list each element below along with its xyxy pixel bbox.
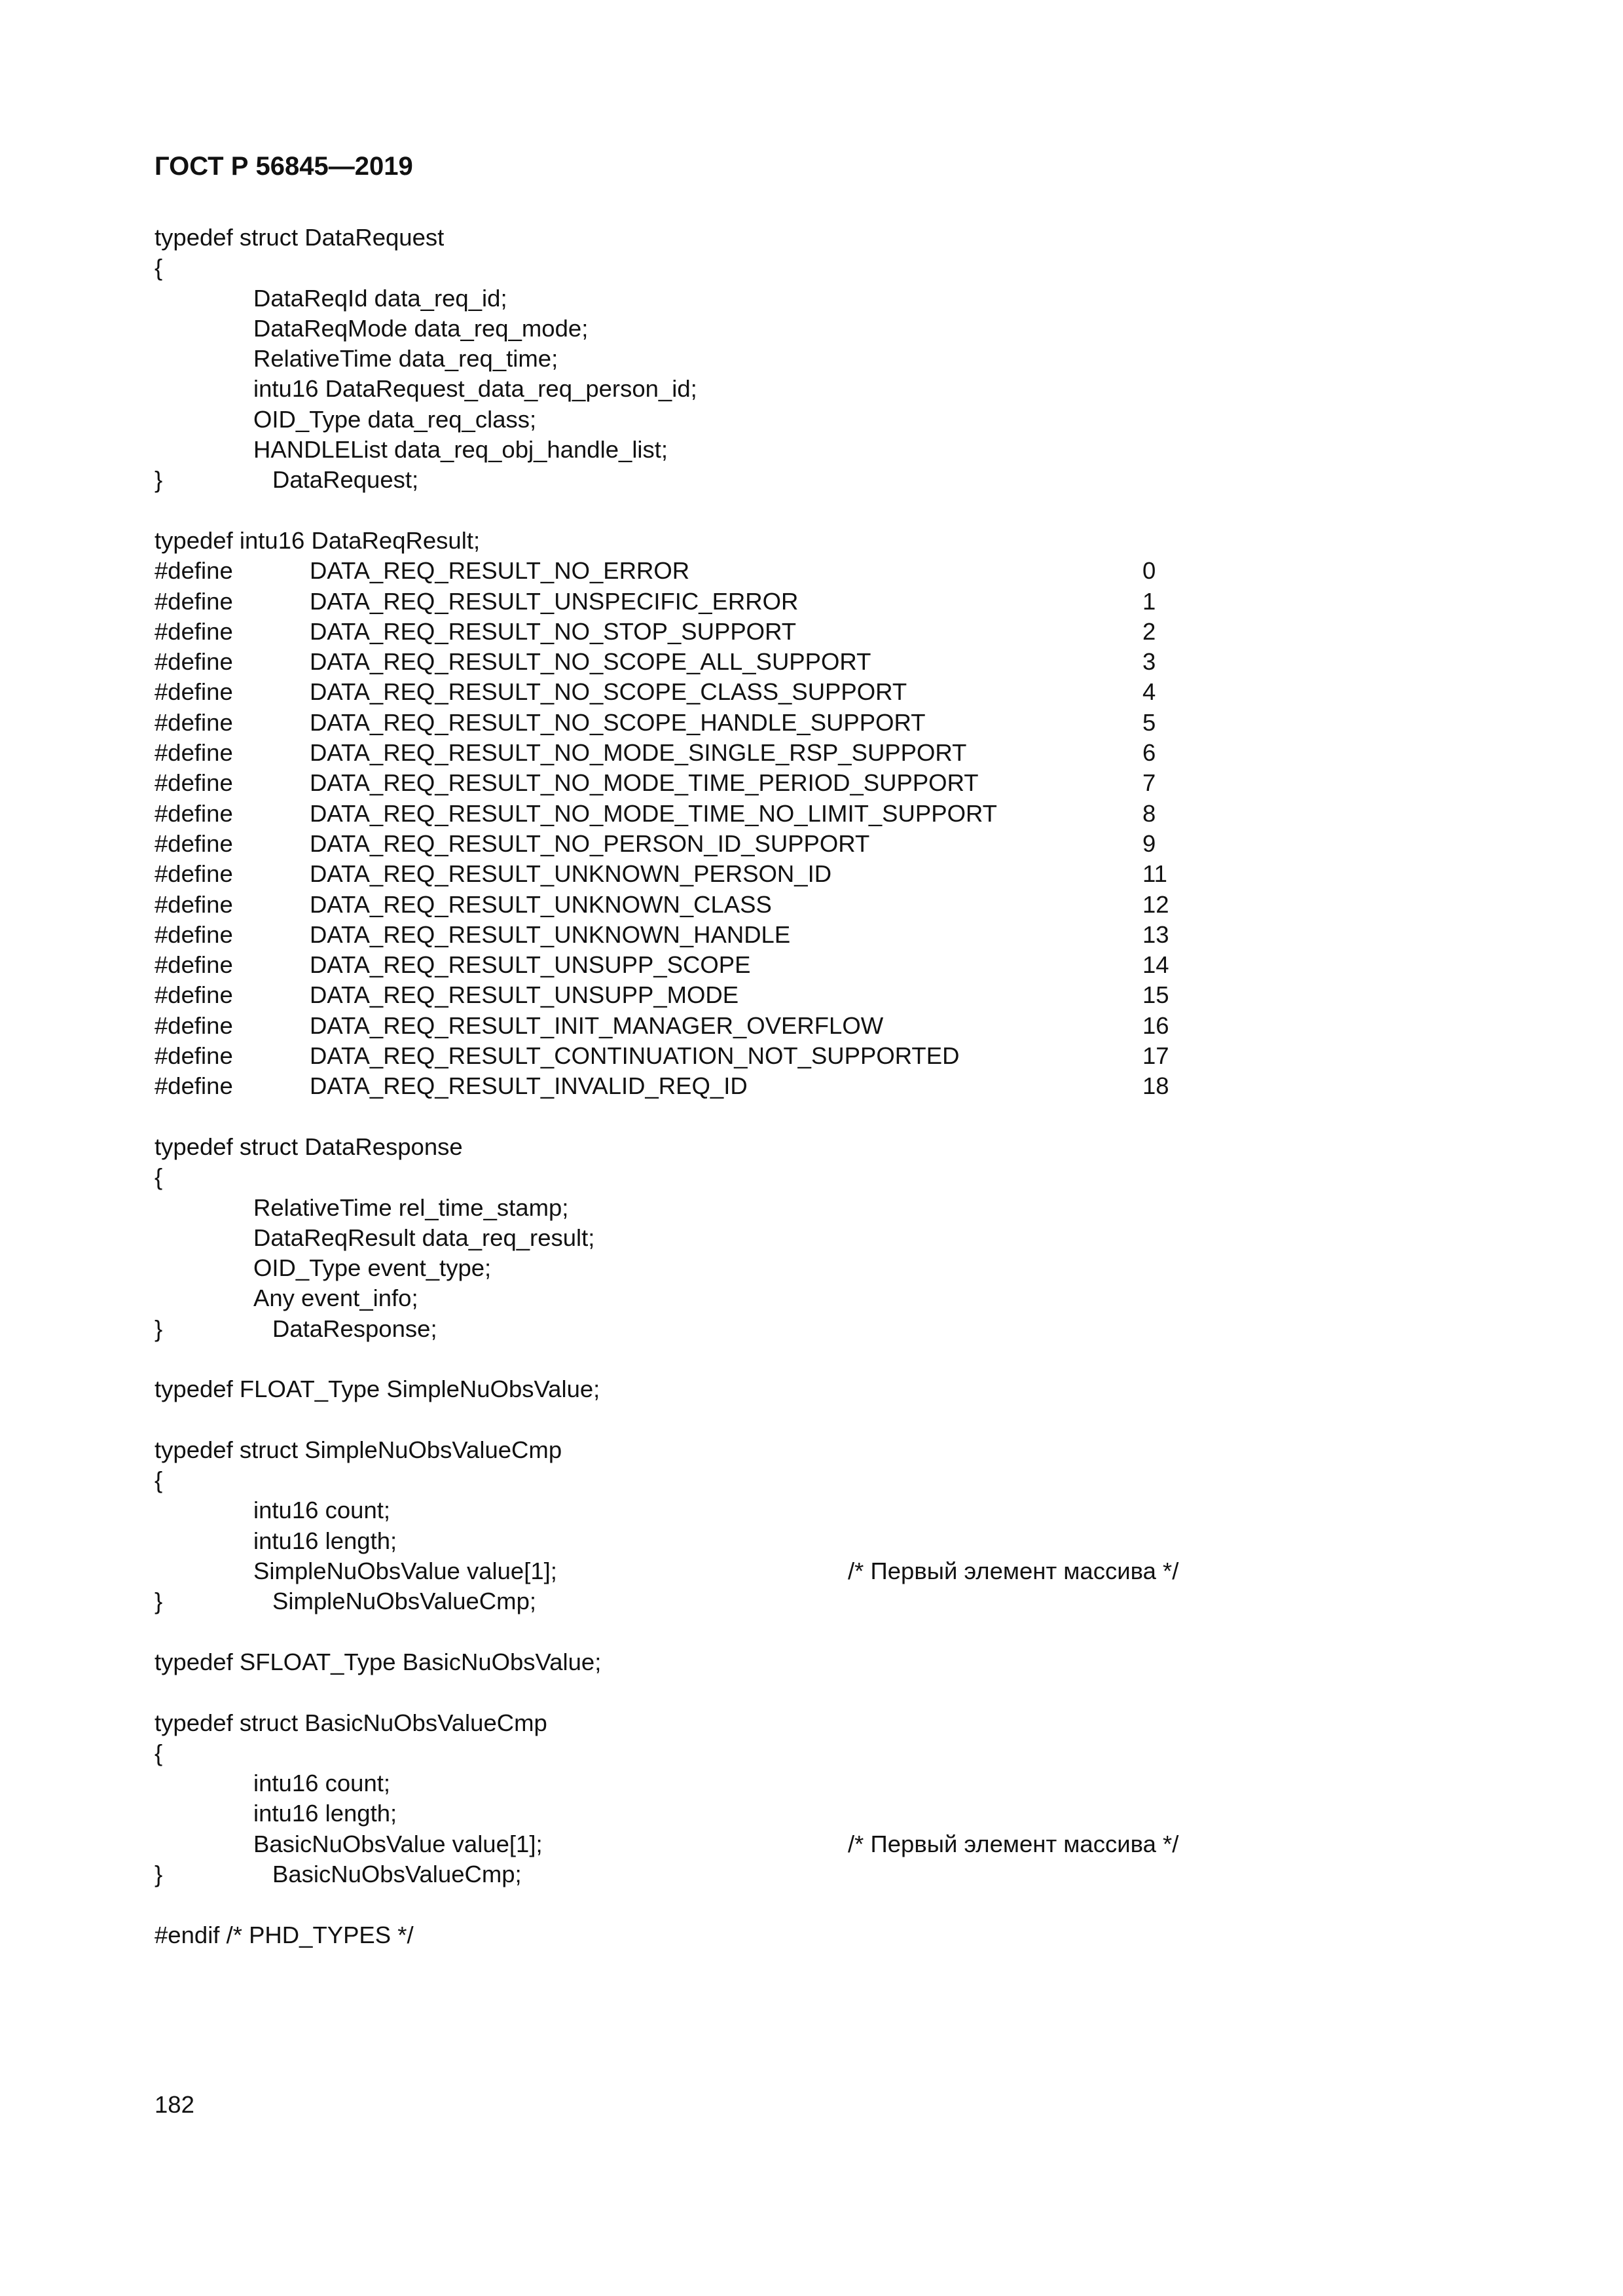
define-symbol: DATA_REQ_RESULT_CONTINUATION_NOT_SUPPORTED	[310, 1042, 960, 1070]
define-value: 9	[1142, 829, 1156, 857]
code-line	[155, 344, 1497, 374]
define-keyword: #define	[155, 648, 233, 676]
define-keyword: #define	[155, 920, 233, 948]
struct-declaration: typedef struct DataResponse	[155, 1133, 463, 1160]
struct-field: HANDLEList data_req_obj_handle_list;	[253, 436, 668, 464]
define-symbol: DATA_REQ_RESULT_NO_SCOPE_HANDLE_SUPPORT	[310, 708, 926, 736]
define-line	[155, 617, 1497, 647]
define-value: 18	[1142, 1072, 1169, 1100]
define-keyword: #define	[155, 799, 233, 827]
code-line	[155, 1253, 1497, 1283]
code-line	[155, 405, 1497, 435]
close-brace: }	[155, 466, 163, 494]
struct-declaration: typedef struct SimpleNuObsValueCmp	[155, 1436, 562, 1463]
code-listing	[155, 223, 1497, 1950]
define-line	[155, 708, 1497, 738]
define-line	[155, 1071, 1497, 1101]
define-keyword: #define	[155, 951, 233, 979]
define-value: 6	[1142, 739, 1156, 767]
struct-field: intu16 DataRequest_data_req_person_id;	[253, 375, 697, 403]
define-line	[155, 677, 1497, 707]
open-brace: {	[155, 254, 163, 282]
define-symbol: DATA_REQ_RESULT_INIT_MANAGER_OVERFLOW	[310, 1011, 884, 1039]
define-symbol: DATA_REQ_RESULT_UNSUPP_MODE	[310, 981, 739, 1009]
define-keyword: #define	[155, 1072, 233, 1100]
code-line	[155, 253, 1497, 283]
define-value: 13	[1142, 920, 1169, 948]
define-symbol: DATA_REQ_RESULT_NO_MODE_SINGLE_RSP_SUPPORT	[310, 739, 967, 767]
struct-field: DataReqResult data_req_result;	[253, 1224, 595, 1251]
define-keyword: #define	[155, 1011, 233, 1039]
code-comment: /* Первый элемент массива */	[848, 1830, 1179, 1857]
define-keyword: #define	[155, 829, 233, 857]
struct-field: intu16 count;	[253, 1497, 391, 1524]
struct-declaration: typedef struct BasicNuObsValueCmp	[155, 1709, 547, 1736]
code-line	[155, 1314, 1497, 1344]
define-symbol: DATA_REQ_RESULT_NO_SCOPE_ALL_SUPPORT	[310, 648, 871, 676]
define-symbol: DATA_REQ_RESULT_UNSUPP_SCOPE	[310, 951, 751, 979]
struct-field: BasicNuObsValue value[1];	[253, 1830, 543, 1857]
code-line	[155, 526, 1497, 556]
code-line	[155, 1193, 1497, 1223]
define-line	[155, 1041, 1497, 1071]
define-keyword: #define	[155, 739, 233, 767]
define-symbol: DATA_REQ_RESULT_UNKNOWN_PERSON_ID	[310, 860, 832, 888]
struct-field: intu16 count;	[253, 1770, 391, 1797]
page-number: 182	[155, 2091, 194, 2118]
define-symbol: DATA_REQ_RESULT_NO_PERSON_ID_SUPPORT	[310, 829, 870, 857]
struct-name: DataResponse;	[272, 1315, 437, 1342]
code-line	[155, 1859, 1497, 1889]
define-keyword: #define	[155, 708, 233, 736]
code-line	[155, 374, 1497, 404]
code-line	[155, 283, 1497, 314]
code-comment: /* Первый элемент массива */	[848, 1558, 1179, 1585]
code-line	[155, 435, 1497, 465]
struct-name: SimpleNuObsValueCmp;	[272, 1588, 537, 1615]
define-value: 11	[1142, 860, 1167, 888]
define-value: 7	[1142, 769, 1156, 797]
define-value: 17	[1142, 1042, 1169, 1070]
code-line	[155, 1556, 1497, 1586]
define-line	[155, 738, 1497, 768]
struct-field: intu16 length;	[253, 1800, 397, 1827]
define-line	[155, 950, 1497, 980]
define-value: 4	[1142, 678, 1156, 706]
open-brace: {	[155, 1163, 163, 1191]
define-symbol: DATA_REQ_RESULT_NO_SCOPE_CLASS_SUPPORT	[310, 678, 907, 706]
code-line	[155, 1768, 1497, 1798]
struct-field: DataReqMode data_req_mode;	[253, 314, 589, 342]
code-line	[155, 1495, 1497, 1525]
define-value: 14	[1142, 951, 1169, 979]
open-brace: {	[155, 1739, 163, 1766]
close-brace: }	[155, 1588, 163, 1615]
struct-name: BasicNuObsValueCmp;	[272, 1861, 522, 1888]
define-keyword: #define	[155, 860, 233, 888]
open-brace: {	[155, 1467, 163, 1494]
code-line	[155, 1647, 1497, 1677]
define-keyword: #define	[155, 1042, 233, 1070]
define-line	[155, 1011, 1497, 1041]
define-line	[155, 920, 1497, 950]
code-line	[155, 223, 1497, 253]
struct-name: DataRequest;	[272, 466, 419, 494]
struct-field: intu16 length;	[253, 1527, 397, 1554]
define-symbol: DATA_REQ_RESULT_NO_STOP_SUPPORT	[310, 617, 797, 645]
struct-field: SimpleNuObsValue value[1];	[253, 1558, 557, 1585]
struct-field: OID_Type data_req_class;	[253, 405, 537, 433]
define-symbol: DATA_REQ_RESULT_UNKNOWN_HANDLE	[310, 920, 791, 948]
define-keyword: #define	[155, 557, 233, 585]
close-brace: }	[155, 1315, 163, 1342]
code-line	[155, 1435, 1497, 1465]
define-line	[155, 980, 1497, 1010]
define-keyword: #define	[155, 617, 233, 645]
define-keyword: #define	[155, 890, 233, 918]
define-keyword: #define	[155, 587, 233, 615]
code-line	[155, 1526, 1497, 1556]
define-line	[155, 647, 1497, 677]
define-line	[155, 859, 1497, 889]
code-line	[155, 1132, 1497, 1162]
define-line	[155, 556, 1497, 586]
close-brace: }	[155, 1861, 163, 1888]
define-symbol: DATA_REQ_RESULT_NO_MODE_TIME_PERIOD_SUPPORT	[310, 769, 979, 797]
code-line	[155, 1283, 1497, 1313]
code-line	[155, 1798, 1497, 1829]
define-value: 2	[1142, 617, 1156, 645]
define-line	[155, 890, 1497, 920]
define-symbol: DATA_REQ_RESULT_UNKNOWN_CLASS	[310, 890, 772, 918]
define-keyword: #define	[155, 769, 233, 797]
define-value: 8	[1142, 799, 1156, 827]
code-line	[155, 1920, 1497, 1950]
code-line	[155, 465, 1497, 495]
define-keyword: #define	[155, 678, 233, 706]
typedef-line: typedef FLOAT_Type SimpleNuObsValue;	[155, 1376, 600, 1403]
code-line	[155, 1223, 1497, 1253]
define-symbol: DATA_REQ_RESULT_UNSPECIFIC_ERROR	[310, 587, 799, 615]
define-value: 0	[1142, 557, 1156, 585]
code-line	[155, 1738, 1497, 1768]
endif-directive: #endif /* PHD_TYPES */	[155, 1921, 414, 1948]
code-line	[155, 1708, 1497, 1738]
struct-field: Any event_info;	[253, 1285, 418, 1312]
struct-declaration: typedef struct DataRequest	[155, 224, 445, 251]
code-line	[155, 1465, 1497, 1495]
define-symbol: DATA_REQ_RESULT_NO_MODE_TIME_NO_LIMIT_SUPPORT	[310, 799, 997, 827]
define-line	[155, 587, 1497, 617]
struct-field: RelativeTime rel_time_stamp;	[253, 1194, 569, 1221]
define-keyword: #define	[155, 981, 233, 1009]
define-value: 3	[1142, 648, 1156, 676]
struct-field: RelativeTime data_req_time;	[253, 345, 558, 373]
define-value: 5	[1142, 708, 1156, 736]
define-symbol: DATA_REQ_RESULT_INVALID_REQ_ID	[310, 1072, 748, 1100]
define-value: 16	[1142, 1011, 1169, 1039]
define-line	[155, 768, 1497, 798]
define-symbol: DATA_REQ_RESULT_NO_ERROR	[310, 557, 690, 585]
define-value: 15	[1142, 981, 1169, 1009]
typedef-line: typedef intu16 DataReqResult;	[155, 526, 481, 554]
define-line	[155, 799, 1497, 829]
define-line	[155, 829, 1497, 859]
typedef-line: typedef SFLOAT_Type BasicNuObsValue;	[155, 1648, 602, 1675]
struct-field: OID_Type event_type;	[253, 1254, 492, 1282]
page-header: ГОСТ Р 56845—2019	[155, 152, 413, 181]
code-line	[155, 314, 1497, 344]
struct-field: DataReqId data_req_id;	[253, 284, 507, 312]
define-value: 12	[1142, 890, 1169, 918]
code-line	[155, 1829, 1497, 1859]
code-line	[155, 1586, 1497, 1616]
define-value: 1	[1142, 587, 1156, 615]
code-line	[155, 1374, 1497, 1404]
code-line	[155, 1162, 1497, 1192]
